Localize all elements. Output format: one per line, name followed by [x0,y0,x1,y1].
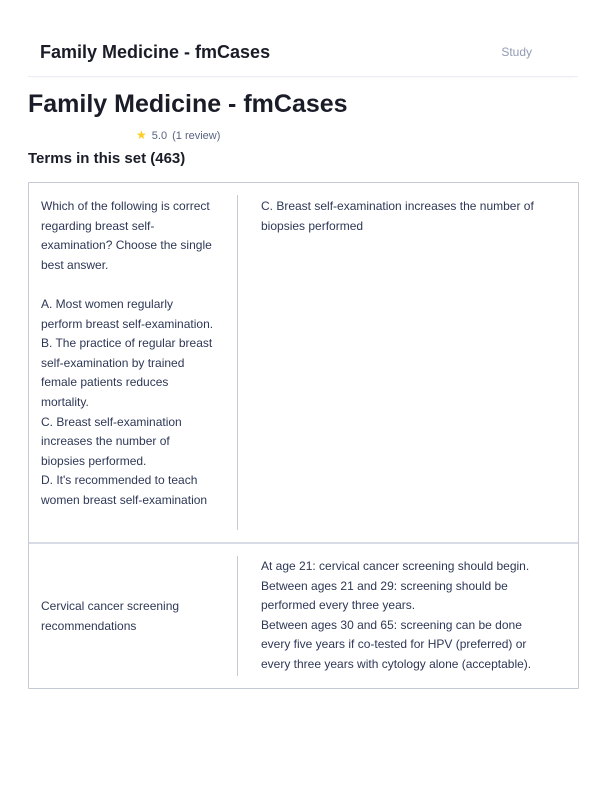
column-divider [237,556,238,676]
study-link[interactable]: Study [501,45,532,59]
definition-text: At age 21: cervical cancer screening should begin. Between ages 21 and 29: screening should be performed every three years. Between ages 30 and 65: screening can be done every five years if co-tested for HPV (preferred) or every three years with cytology alone (acceptable). [261,559,532,671]
terms-table [28,182,579,689]
term-row [29,544,578,688]
term-row [29,183,578,544]
review-count: (1 review) [172,130,221,142]
set-title: Family Medicine - fmCases [28,90,348,118]
column-divider [237,195,238,530]
brand-title[interactable]: Family Medicine - fmCases [40,42,271,62]
term-text: Which of the following is correct regarding breast self-examination? Choose the single best answer. A. Most women regularly perform breast self-examination. B. The practice of regular breast self-examination by trained female patients reduces mortality. C. Breast self-examination increases the number of biopsies performed. D. It's recommended to teach women breast self-examination [41,199,214,507]
rating-score: 5.0 [151,130,168,142]
definition-text: C. Breast self-examination increases the number of biopsies performed [261,199,534,233]
top-bar [28,28,578,77]
rating[interactable] [136,128,220,142]
star-icon: ★ [136,128,147,142]
term-text: Cervical cancer screening recommendations [41,599,180,633]
terms-heading: Terms in this set (463) [28,150,186,167]
